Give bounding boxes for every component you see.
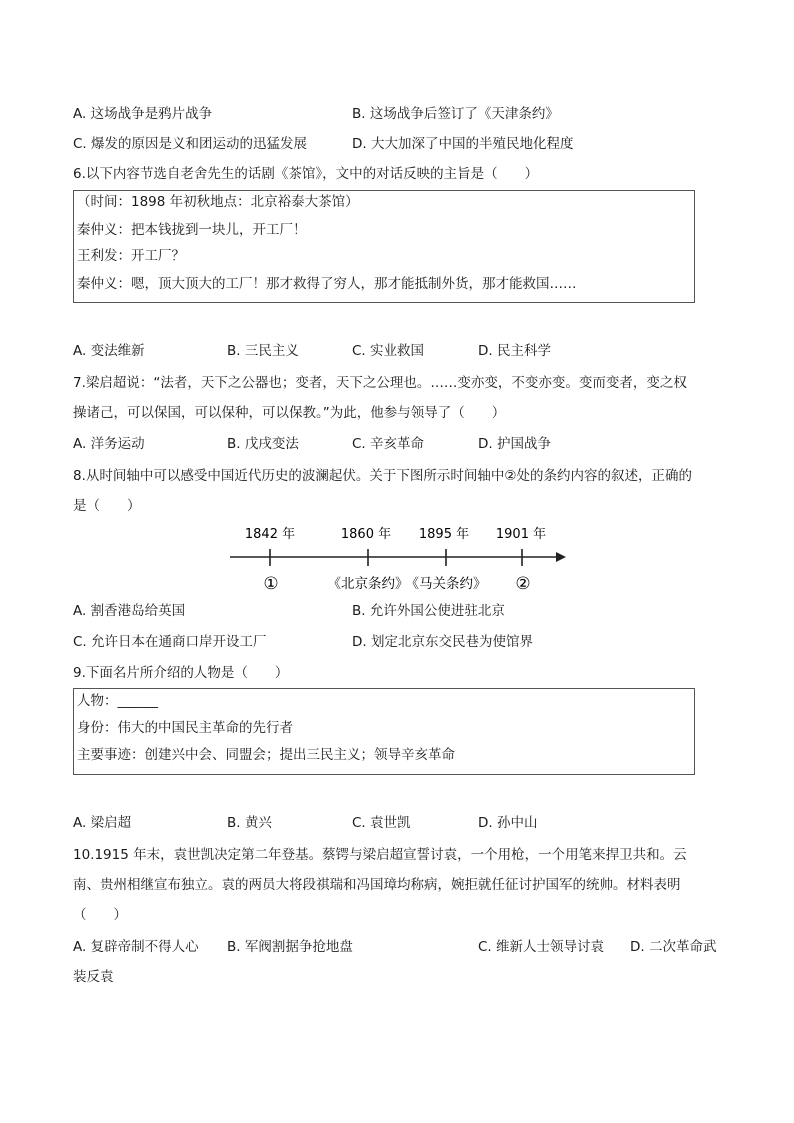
timeline-label-2: ② xyxy=(515,574,531,594)
timeline-label-1: ① xyxy=(263,574,279,594)
q6-quote-line: （时间：1898 年初秋地点：北京裕泰大茶馆） xyxy=(77,194,359,210)
q8-option-c: C. 允许日本在通商口岸开设工厂 xyxy=(73,634,267,650)
q9-option-d: D. 孙中山 xyxy=(478,815,538,831)
q10-stem-line1: 10.1915 年末，袁世凯决定第二年登基。蔡锷与梁启超宣誓讨袁，一个用枪，一个用笔来捍卫共和。云 xyxy=(73,847,687,863)
q9-option-b: B. 黄兴 xyxy=(227,815,272,831)
q9-card-box xyxy=(73,688,695,775)
timeline-year: 1842 年 xyxy=(244,527,296,542)
q8-timeline xyxy=(0,520,794,600)
q9-option-c: C. 袁世凯 xyxy=(352,815,411,831)
q6-quote-box xyxy=(73,190,695,303)
q6-option-b: B. 三民主义 xyxy=(227,343,299,359)
q9-card-line: 身份：伟大的中国民主革命的先行者 xyxy=(77,720,293,736)
q8-stem-line1: 8.从时间轴中可以感受中国近代历史的波澜起伏。关于下图所示时间轴中②处的条约内容的叙述，正确的 xyxy=(73,468,692,484)
q9-option-a: A. 梁启超 xyxy=(73,815,132,831)
q7-option-d: D. 护国战争 xyxy=(478,436,551,452)
q9-card-line: 主要事迹：创建兴中会、同盟会；提出三民主义；领导辛亥革命 xyxy=(77,747,455,763)
q10-stem-line3: （ ） xyxy=(73,907,127,923)
q7-stem-line2: 操诸己，可以保国，可以保种，可以保教。”为此，他参与领导了（ ） xyxy=(73,405,506,421)
q6-stem: 6.以下内容节选自老舍先生的话剧《茶馆》，文中的对话反映的主旨是（ ） xyxy=(73,166,539,182)
timeline-year: 1895 年 xyxy=(418,527,470,542)
timeline-label-beijing: 《北京条约》 xyxy=(327,576,409,592)
q9-stem: 9.下面名片所介绍的人物是（ ） xyxy=(73,665,289,681)
q5-option-c: C. 爆发的原因是义和团运动的迅猛发展 xyxy=(73,136,308,152)
q7-option-b: B. 戊戌变法 xyxy=(227,436,299,452)
timeline-arrow-icon xyxy=(556,552,566,562)
q8-stem-line2: 是（ ） xyxy=(73,498,141,514)
timeline-year: 1901 年 xyxy=(495,527,547,542)
q10-option-c: C. 维新人士领导讨袁 xyxy=(478,939,605,955)
q7-stem-line1: 7.梁启超说：“法者，天下之公器也；变者，天下之公理也。……变亦变，不变亦变。变而变者，变之权 xyxy=(73,375,687,391)
q6-quote-line: 秦仲义：把本钱拢到一块儿，开工厂！ xyxy=(77,222,307,238)
q7-option-c: C. 辛亥革命 xyxy=(352,436,425,452)
q5-option-b: B. 这场战争后签订了《天津条约》 xyxy=(352,106,559,122)
q9-card-line: 人物：______ xyxy=(77,693,158,709)
q8-option-d: D. 划定北京东交民巷为使馆界 xyxy=(352,634,533,650)
q10-option-d: D. 二次革命武 xyxy=(630,939,717,955)
q10-option-a: A. 复辟帝制不得人心 xyxy=(73,939,199,955)
q6-quote-line: 王利发：开工厂？ xyxy=(77,248,185,264)
timeline-year: 1860 年 xyxy=(340,527,392,542)
q10-option-b: B. 军阀割据争抢地盘 xyxy=(227,939,353,955)
q7-option-a: A. 洋务运动 xyxy=(73,436,145,452)
q6-option-d: D. 民主科学 xyxy=(478,343,551,359)
q8-option-a: A. 割香港岛给英国 xyxy=(73,603,186,619)
q6-option-a: A. 变法维新 xyxy=(73,343,145,359)
q5-option-a: A. 这场战争是鸦片战争 xyxy=(73,106,213,122)
q5-option-d: D. 大大加深了中国的半殖民地化程度 xyxy=(352,136,574,152)
q6-option-c: C. 实业救国 xyxy=(352,343,425,359)
q8-option-b: B. 允许外国公使进驻北京 xyxy=(352,603,505,619)
timeline-label-maguan: 《马关条约》 xyxy=(405,576,487,592)
q10-option-d-continuation: 装反袁 xyxy=(73,969,114,985)
q6-quote-line: 秦仲义：嗯，顶大顶大的工厂！那才救得了穷人，那才能抵制外货，那才能救国…… xyxy=(77,276,577,292)
q10-stem-line2: 南、贵州相继宣布独立。袁的两员大将段祺瑞和冯国璋均称病，婉拒就任征讨护国军的统帅。材料表明 xyxy=(73,877,681,893)
